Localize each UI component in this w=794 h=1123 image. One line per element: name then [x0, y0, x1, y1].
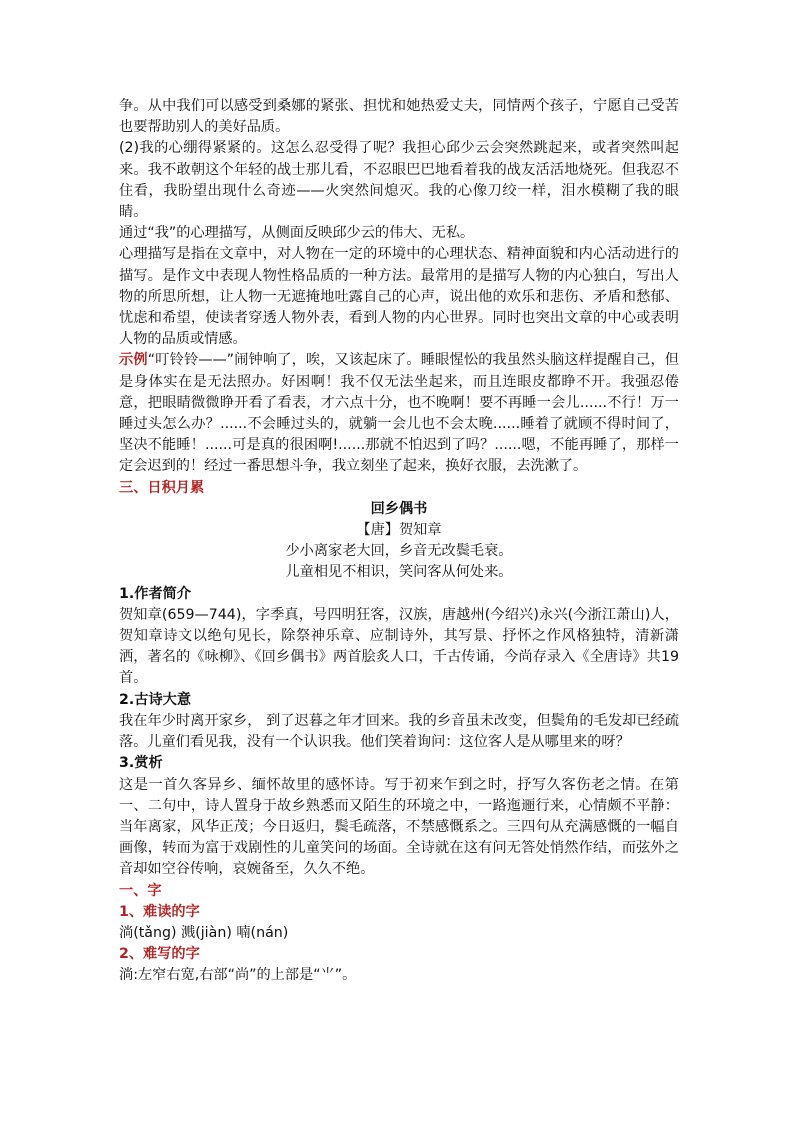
- example-text: “叮铃铃——”闹钟响了，唉，又该起床了。睡眼惺忪的我虽然头脑这样提醒自己，但是身体实在是无法照办。好困啊！我不仅无法坐起来，而且连眼皮都睁不开。我强忍倦意，把眼睛微微睁开看了看表，才六点十分，也不晚啊！要不再睡一会儿......不行！万一睡过头怎么办？......不会睡过头的，就躺一会儿也不会太晚......睡着了就顾不得时间了，坚决不能睡！......可是真的很困啊!......那就不怕迟到了吗？......嗯，不能再睡了，那样一定会迟到的！经过一番思想斗争，我立刻坐了起来，换好衣服，去洗漱了。: [119, 352, 679, 475]
- hard-read-heading: 1、难读的字: [119, 903, 200, 920]
- hard-write-text: 淌:左窄右宽,右部“尚”的上部是“⺌”。: [119, 967, 357, 984]
- document-page: [119, 96, 679, 987]
- paragraph-example: [119, 350, 679, 477]
- paragraph-psychology-definition: 心理描写是指在文章中，对人物在一定的环境中的心理状态、精神面貌和内心活动进行的描写。是作文中表现人物性格品质的一种方法。最常用的是描写人物的内心独白，写出人物的所思所想，让人物一无遮掩地吐露自己的心声，说出他的欢乐和悲伤、矛盾和愁郁、忧虑和希望，使读者穿透人物外表，看到人物的内心世界。同时也突出文章的中心或表明人物的品质或情感。: [119, 246, 679, 348]
- example-label: 示例: [119, 352, 148, 369]
- paragraph-sanna-conclusion: 争。从中我们可以感受到桑娜的紧张、担忧和她热爱丈夫，同情两个孩子，宁愿自己受苦也要帮助别人的美好品质。: [119, 98, 679, 136]
- paragraph-example-2: (2)我的心绷得紧紧的。这怎么忍受得了呢？我担心邱少云会突然跳起来，或者突然叫起来。我不敢朝这个年轻的战士那儿看，不忍眼巴巴地看着我的战友活活地烧死。但我忍不住看，我盼望出现什么奇迹——火突然间熄灭。我的心像刀绞一样，泪水模糊了我的眼睛。: [119, 140, 679, 221]
- hard-read-text: 淌(tǎng) 溅(jiàn) 喃(nán): [119, 924, 289, 941]
- author-text: 贺知章(659—744)，字季真，号四明狂客，汉族，唐越州(今绍兴)永兴(今浙江萧山)人，贺知章诗文以绝句见长，除祭神乐章、应制诗外，其写景、抒怀之作风格独特，清新潇洒，著名的《咏柳》、《回乡偶书》两首脍炙人口，千古传诵，今尚存录入《全唐诗》共19首。: [119, 606, 679, 687]
- author-heading: 1.作者简介: [119, 585, 192, 602]
- paragraph-analysis: 通过“我”的心理描写，从侧面反映邱少云的伟大、无私。: [119, 225, 475, 242]
- section-heading-accumulation: 三、日积月累: [119, 479, 205, 496]
- hard-write-heading: 2、难写的字: [119, 946, 200, 963]
- poem-author: 【唐】贺知章: [356, 522, 442, 539]
- meaning-heading: 2.古诗大意: [119, 691, 192, 708]
- meaning-text: 我在年少时离开家乡， 到了迟暮之年才回来。我的乡音虽未改变，但鬓角的毛发却已经疏落。儿童们看见我，没有一个认识我。他们笑着询问：这位客人是从哪里来的呀？: [119, 712, 679, 751]
- poem-line-1: 少小离家老大回，乡音无改鬓毛衰。: [285, 543, 513, 560]
- appreciation-text: 这是一首久客异乡、缅怀故里的感怀诗。写于初来乍到之时，抒写久客伤老之情。在第一、二句中，诗人置身于故乡熟悉而又陌生的环境之中，一路迤逦行来，心情颇不平静：当年离家，风华正茂；今日返归，鬓毛疏落，不禁感慨系之。三四句从充满感慨的一幅自画像，转而为富于戏剧性的儿童笑问的场面。全诗就在这有问无答处悄然作结，而弦外之音却如空谷传响，哀婉备至，久久不绝。: [119, 776, 679, 878]
- poem-title: 回乡偶书: [370, 500, 428, 517]
- poem-line-2: 儿童相见不相识，笑问客从何处来。: [285, 564, 513, 581]
- appreciation-heading: 3.赏析: [119, 755, 163, 772]
- section-heading-characters: 一、字: [119, 882, 162, 899]
